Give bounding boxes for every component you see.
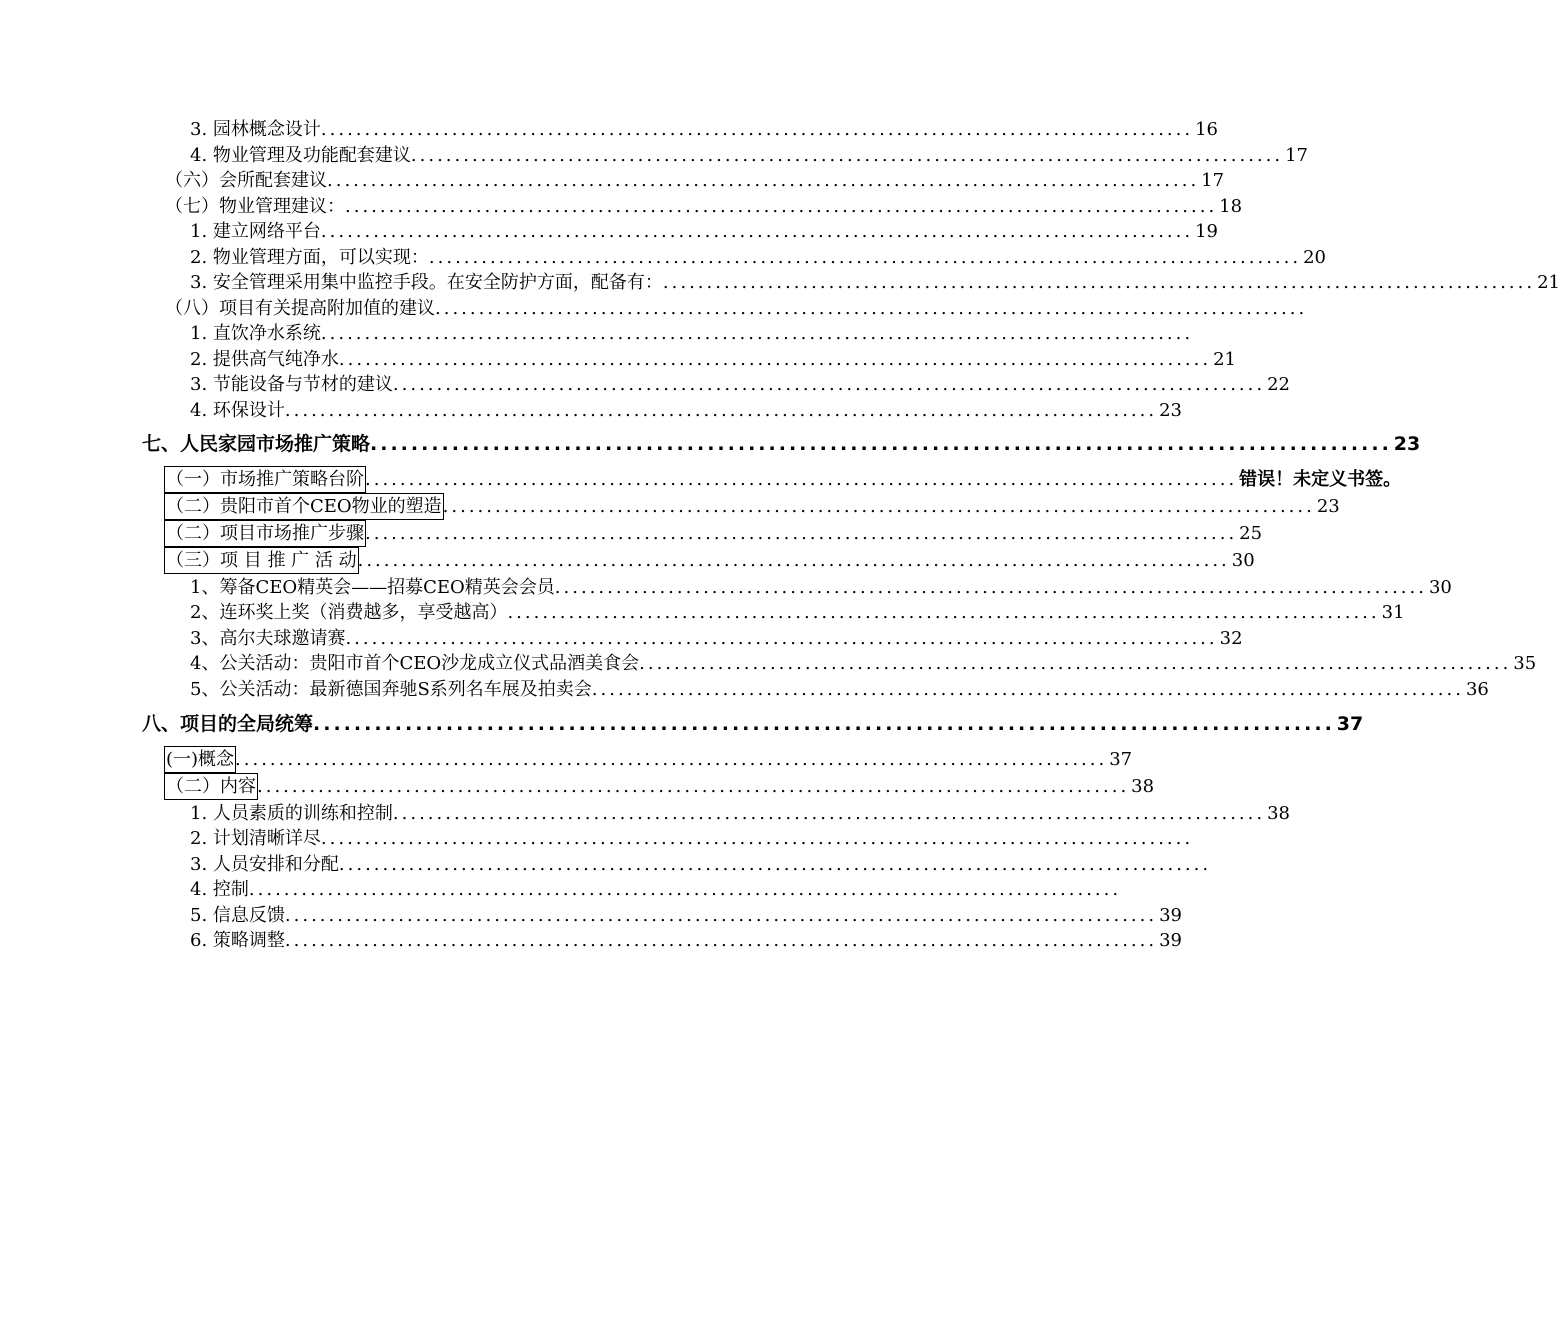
dot-leader: .................................................................................................... [284, 930, 1158, 951]
dot-leader: .................................................................................................... [507, 602, 1380, 623]
toc-entry[interactable] [190, 270, 1560, 295]
toc-entry-page: 20 [1303, 247, 1326, 268]
toc-entry-label: 5、公关活动：最新德国奔驰S系列名车展及拍卖会 [190, 679, 592, 700]
dot-leader: .................................................................................................... [392, 374, 1266, 395]
toc-entry[interactable] [190, 903, 1182, 928]
dot-leader: .................................................................................................... [248, 879, 1122, 900]
toc-entry-page: 16 [1195, 119, 1218, 140]
dot-leader: .................................................................................................... [345, 196, 1218, 217]
toc-entry[interactable] [190, 143, 1308, 168]
dot-leader: .................................................................................................... [235, 749, 1108, 770]
toc-entry[interactable] [165, 747, 1133, 772]
toc-entry-label: 1. 直饮净水系统 [190, 323, 321, 344]
toc-entry-label: (一)概念 [166, 749, 235, 770]
toc-entry-page: 23 [1316, 496, 1340, 517]
toc-entry-label: （一）市场推广策略台阶 [166, 469, 364, 490]
toc-entry-label: （八）项目有关提高附加值的建议 [165, 298, 435, 319]
dot-leader: .................................................................................................... [662, 272, 1536, 293]
toc-entry-page: 31 [1381, 602, 1405, 623]
toc-entry[interactable] [165, 548, 1255, 573]
toc-entry-label: 1. 建立网络平台 [190, 221, 321, 242]
toc-entry-label: 5. 信息反馈 [190, 905, 285, 926]
toc-entry[interactable] [165, 194, 1243, 219]
toc-entry[interactable] [165, 494, 1340, 519]
dot-leader: .................................................................................................... [639, 653, 1512, 674]
dot-leader: .................................................................................................... [428, 247, 1302, 268]
dot-leader: .................................................................................................... [392, 803, 1266, 824]
toc-entry-label: 4. 控制 [190, 879, 249, 900]
toc-entry-label: 3. 节能设备与节材的建议 [190, 374, 393, 395]
toc-entry[interactable] [190, 398, 1182, 423]
toc-entry[interactable] [190, 801, 1290, 826]
toc-entry-page: 21 [1213, 349, 1236, 370]
toc-entry-label: 2. 提供高气纯净水 [190, 349, 339, 370]
toc-entry-page: 17 [1201, 170, 1225, 191]
toc-entry[interactable] [190, 219, 1218, 244]
toc-entry[interactable] [190, 626, 1243, 651]
dot-leader: .................................................................................................... [410, 145, 1284, 166]
toc-entry-label: 3、高尔夫球邀请赛 [190, 628, 346, 649]
dot-leader: .................................................................................................... [554, 577, 1427, 598]
toc-entry-label: 6. 策略调整 [190, 930, 285, 951]
toc-entry-label: 七、人民家园市场推广策略 [142, 433, 371, 455]
toc-entry-page: 21 [1537, 272, 1560, 293]
toc-chapter[interactable] [142, 429, 1421, 459]
toc-entry-label: （六）会所配套建议 [165, 170, 327, 191]
dot-leader: .................................................................................................... [357, 550, 1230, 571]
toc-entry[interactable] [190, 651, 1537, 676]
toc-entry-page: 38 [1267, 803, 1290, 824]
toc-entry-page: 39 [1159, 905, 1182, 926]
toc-entry-page: 30 [1428, 577, 1452, 598]
dot-leader: .................................................................................................... [320, 323, 1194, 344]
dot-leader: .................................................................................................... [320, 828, 1194, 849]
toc-entry-page: 32 [1219, 628, 1243, 649]
dot-leader: .................................................................................................... [257, 776, 1130, 797]
dot-leader: .................................................................................................... [370, 433, 1392, 455]
toc-entry[interactable] [165, 774, 1155, 799]
toc-entry-label: （二）内容 [166, 776, 256, 797]
toc-entry-page: 37 [1109, 749, 1133, 770]
toc-entry[interactable] [190, 677, 1489, 702]
toc-entry-label: （二）贵阳市首个CEO物业的塑造 [166, 496, 442, 517]
toc-entry-label: 4. 环保设计 [190, 400, 285, 421]
toc-entry[interactable] [190, 372, 1290, 397]
toc-entry[interactable] [165, 296, 1308, 321]
toc-entry-page: 23 [1393, 433, 1421, 455]
toc-entry[interactable] [165, 467, 1402, 492]
toc-entry[interactable] [190, 826, 1194, 851]
toc-entry-page: 36 [1465, 679, 1489, 700]
toc-entry[interactable] [190, 877, 1122, 902]
toc-entry[interactable] [190, 117, 1218, 142]
toc-entry-label: 3. 安全管理采用集中监控手段。在安全防护方面，配备有： [190, 272, 663, 293]
toc-entry-label: 2、连环奖上奖（消费越多，享受越高） [190, 602, 508, 623]
toc-entry-label: （三）项 目 推 广 活 动 [166, 550, 357, 571]
toc-entry-label: （七）物业管理建议： [165, 196, 345, 217]
toc-entry-label: 2. 计划清晰详尽 [190, 828, 321, 849]
toc-entry[interactable] [190, 321, 1194, 346]
toc-entry-page: 18 [1219, 196, 1243, 217]
toc-entry-label: 八、项目的全局统筹 [142, 713, 314, 735]
toc-entry-page: 17 [1285, 145, 1308, 166]
toc-entry[interactable] [190, 245, 1326, 270]
dot-leader: .................................................................................................... [442, 496, 1315, 517]
toc-entry[interactable] [190, 852, 1212, 877]
dot-leader: .................................................................................................... [320, 119, 1194, 140]
toc-entry-page: 错误！未定义书签。 [1239, 469, 1402, 490]
toc-entry-label: 2. 物业管理方面，可以实现： [190, 247, 429, 268]
toc-entry-page: 19 [1195, 221, 1218, 242]
dot-leader: .................................................................................................... [313, 713, 1335, 735]
toc-entry-label: 1、筹备CEO精英会——招募CEO精英会会员 [190, 577, 555, 598]
toc-entry-label: 4、公关活动：贵阳市首个CEO沙龙成立仪式品酒美食会 [190, 653, 640, 674]
toc-entry[interactable] [165, 521, 1263, 546]
toc-entry-page: 39 [1159, 930, 1182, 951]
toc-entry-page: 37 [1336, 713, 1364, 735]
toc-entry[interactable] [190, 347, 1236, 372]
dot-leader: .................................................................................................... [327, 170, 1200, 191]
toc-entry[interactable] [190, 928, 1182, 953]
toc-entry-page: 23 [1159, 400, 1182, 421]
toc-entry-label: （二）项目市场推广步骤 [166, 523, 364, 544]
dot-leader: .................................................................................................... [338, 349, 1212, 370]
toc-entry-label: 3. 人员安排和分配 [190, 854, 339, 875]
toc-chapter[interactable] [142, 709, 1364, 739]
toc-entry-label: 4. 物业管理及功能配套建议 [190, 145, 411, 166]
toc-entry-page: 35 [1513, 653, 1537, 674]
dot-leader: .................................................................................................... [435, 298, 1308, 319]
toc-entry-label: 3. 园林概念设计 [190, 119, 321, 140]
toc-entry-page: 30 [1231, 550, 1255, 571]
dot-leader: .................................................................................................... [591, 679, 1464, 700]
toc-entry[interactable] [190, 575, 1452, 600]
dot-leader: .................................................................................................... [284, 400, 1158, 421]
toc-entry-page: 22 [1267, 374, 1290, 395]
toc-entry-page: 25 [1239, 523, 1263, 544]
dot-leader: .................................................................................................... [284, 905, 1158, 926]
dot-leader: .................................................................................................... [345, 628, 1218, 649]
dot-leader: .................................................................................................... [338, 854, 1212, 875]
toc-entry-label: 1. 人员素质的训练和控制 [190, 803, 393, 824]
dot-leader: .................................................................................................... [320, 221, 1194, 242]
dot-leader: .................................................................................................... [365, 469, 1238, 490]
toc-entry-page: 38 [1131, 776, 1155, 797]
toc-entry[interactable] [165, 168, 1225, 193]
toc-entry[interactable] [190, 600, 1405, 625]
dot-leader: .................................................................................................... [365, 523, 1238, 544]
